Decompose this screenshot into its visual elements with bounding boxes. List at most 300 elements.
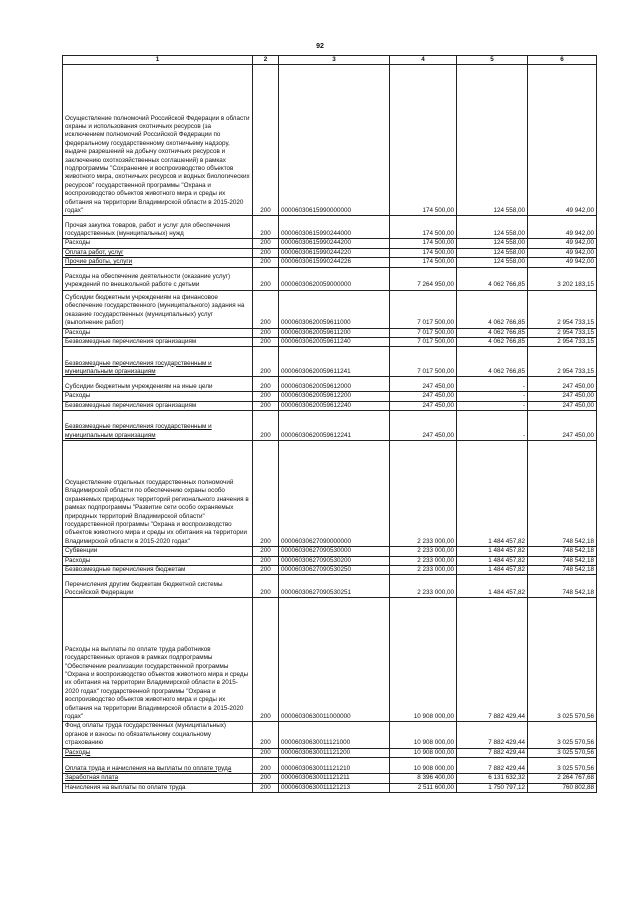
row-executed-cell-text: 7 882 429,44 [488,748,525,756]
row-executed-cell-text: 1 750 797,12 [488,783,525,791]
row-name-cell [63,774,253,783]
row-remaining-cell-text: 247 450,00 [562,383,594,391]
row-kbk-cell-text: 00006030615990000000 [281,207,352,214]
table-row [63,722,597,748]
row-name-cell-text: Расходы [65,392,91,400]
row-code-cell-text: 200 [260,368,271,376]
row-kbk-cell [279,267,390,290]
table-row [63,258,597,267]
row-kbk-cell-text: 00006030620059000000 [281,281,352,289]
row-remaining-cell-text: 748 542,18 [562,589,594,597]
row-approved-cell [390,290,457,328]
row-kbk-cell-text: 00006030627090530251 [281,589,352,597]
header-cell: 6 [528,56,597,65]
row-code-cell [253,239,279,248]
row-executed-cell-text: 124 558,00 [493,207,525,214]
row-kbk-cell [279,216,390,239]
row-kbk-cell-text: 00006030615990244220 [281,248,352,256]
row-code-cell-text: 200 [260,537,271,545]
row-kbk-cell-text: 00006030620059611000 [281,319,351,327]
row-name-cell [63,441,253,547]
row-kbk-cell-text: 00006030620059612000 [281,383,352,391]
row-code-cell-text: 200 [260,258,271,266]
row-executed-cell [457,783,528,792]
row-name-cell [63,547,253,556]
table-row [63,598,597,722]
row-remaining-cell [528,347,597,377]
row-remaining-cell [528,758,597,774]
row-code-cell-text: 200 [260,774,271,782]
row-approved-cell-text: 247 450,00 [422,392,454,400]
row-name-cell-text: Безвозмездные перечисления организациям [65,338,197,346]
row-code-cell [253,347,279,377]
row-kbk-cell-text: 00006030620059611240 [281,338,351,346]
row-kbk-cell [279,547,390,556]
row-code-cell [253,411,279,441]
row-remaining-cell-text: 2 954 733,15 [557,319,594,327]
row-kbk-cell-text: 00006030615990244000 [281,230,352,237]
row-name-cell [63,783,253,792]
table-header-row [63,56,597,65]
row-code-cell [253,267,279,290]
row-code-cell-text: 200 [260,338,271,346]
row-remaining-cell-text: 247 450,00 [562,431,594,439]
row-kbk-cell-text: 00006030630011121211 [281,774,350,782]
row-executed-cell [457,547,528,556]
row-kbk-cell [279,441,390,547]
row-executed-cell-text: 7 882 429,44 [488,739,525,747]
row-approved-cell [390,258,457,267]
row-approved-cell [390,216,457,239]
row-approved-cell-text: 247 450,00 [422,401,454,409]
row-remaining-cell [528,774,597,783]
row-kbk-cell [279,328,390,337]
row-name-cell [63,267,253,290]
row-approved-cell [390,441,457,547]
row-kbk-cell-text: 00006030630011000000 [281,713,351,721]
row-approved-cell [390,248,457,257]
table-row [63,216,597,239]
row-executed-cell-text: 6 131 632,32 [488,774,525,782]
row-name-cell-text: Фонд оплаты труда государственных (муниципальных) органов и взносы по обязательному социальному страхованию [65,722,226,747]
row-executed-cell-text: - [522,383,525,391]
row-code-cell [253,258,279,267]
row-remaining-cell-text: 3 025 570,56 [557,713,594,721]
row-remaining-cell-text: 748 542,18 [562,547,594,555]
row-kbk-cell [279,774,390,783]
row-executed-cell [457,347,528,377]
row-kbk-cell-text: 00006030630011121210 [281,764,351,772]
row-approved-cell-text: 174 500,00 [422,230,454,237]
row-kbk-cell [279,239,390,248]
row-remaining-cell [528,783,597,792]
row-remaining-cell [528,258,597,267]
row-executed-cell [457,758,528,774]
table-row [63,392,597,401]
row-name-cell-text: Субвенции [65,547,98,555]
row-approved-cell [390,347,457,377]
row-name-cell [63,598,253,722]
row-executed-cell [457,575,528,598]
row-code-cell [253,774,279,783]
row-approved-cell [390,598,457,722]
row-remaining-cell-text: 2 954 733,15 [557,338,594,346]
row-code-cell-text: 200 [260,739,271,747]
row-name-cell-text: Оплата труда и начисления на выплаты по оплате труда [65,764,232,772]
row-name-cell-text: Прочая закупка товаров, работ и услуг для обеспечения государственных (муниципальных) нужд [65,221,231,237]
row-kbk-cell-text: 00006030620059611200 [281,328,351,336]
header-cell: 2 [253,56,279,65]
table-row [63,566,597,575]
table-row [63,239,597,248]
table-row [63,347,597,377]
table-row [63,290,597,328]
row-executed-cell [457,267,528,290]
row-executed-cell-text: 1 484 457,82 [488,556,525,564]
header-cell: 5 [457,56,528,65]
row-remaining-cell [528,575,597,598]
row-approved-cell [390,239,457,248]
row-name-cell-text: Перечисления другим бюджетам бюджетной системы Российской Федерации [65,580,223,597]
table-row [63,575,597,598]
row-kbk-cell [279,377,390,392]
row-kbk-cell-text: 00006030620059611241 [281,368,351,376]
row-remaining-cell [528,441,597,547]
row-kbk-cell-text: 00006030615990244200 [281,239,352,247]
row-remaining-cell-text: 748 542,18 [562,556,594,564]
row-code-cell [253,65,279,216]
row-code-cell-text: 200 [260,783,271,791]
row-remaining-cell-text: 49 942,00 [565,258,594,266]
row-executed-cell-text: 4 062 766,85 [488,328,525,336]
row-name-cell-text: Безвозмездные перечисления организациям [65,401,197,409]
row-remaining-cell [528,248,597,257]
row-approved-cell [390,65,457,216]
row-remaining-cell-text: 3 025 570,56 [557,764,594,772]
row-kbk-cell [279,575,390,598]
row-code-cell [253,328,279,337]
row-kbk-cell-text: 00006030630011121000 [281,739,351,747]
row-remaining-cell [528,401,597,410]
table-row [63,748,597,757]
row-executed-cell-text: 124 558,00 [493,258,525,266]
row-name-cell-text: Расходы [65,239,91,247]
row-remaining-cell-text: 49 942,00 [565,207,594,214]
row-code-cell [253,377,279,392]
row-code-cell [253,290,279,328]
header-cell: 4 [390,56,457,65]
row-executed-cell [457,248,528,257]
row-remaining-cell-text: 49 942,00 [565,239,594,247]
row-remaining-cell-text: 748 542,18 [562,537,594,545]
row-approved-cell [390,338,457,347]
table-row [63,338,597,347]
table-row [63,547,597,556]
row-executed-cell-text: - [522,392,525,400]
row-remaining-cell [528,239,597,248]
row-approved-cell-text: 7 017 500,00 [417,328,454,336]
row-kbk-cell-text: 00006030630011121200 [281,748,351,756]
row-name-cell-text: Субсидии бюджетным учреждениям на иные цели [65,383,213,391]
row-approved-cell-text: 174 500,00 [422,258,454,266]
row-executed-cell-text: - [522,401,525,409]
row-remaining-cell [528,338,597,347]
row-executed-cell-text: 1 484 457,82 [488,547,525,555]
row-approved-cell-text: 2 233 000,00 [417,589,454,597]
row-executed-cell-text: 7 882 429,44 [488,713,525,721]
row-code-cell [253,556,279,565]
table-row [63,377,597,392]
row-approved-cell [390,566,457,575]
row-remaining-cell [528,267,597,290]
row-remaining-cell [528,65,597,216]
table-row [63,267,597,290]
row-kbk-cell [279,722,390,748]
row-code-cell [253,575,279,598]
row-kbk-cell-text: 00006030620059612241 [281,431,352,439]
row-approved-cell-text: 10 908 000,00 [413,764,454,772]
table-row [63,758,597,774]
row-remaining-cell-text: 2 954 733,15 [557,328,594,336]
row-executed-cell [457,556,528,565]
table-row [63,65,597,216]
row-executed-cell-text: 1 484 457,82 [488,566,525,574]
row-executed-cell-text: - [522,431,525,439]
row-name-cell [63,328,253,337]
row-code-cell-text: 200 [260,748,271,756]
row-approved-cell-text: 10 908 000,00 [413,739,454,747]
row-remaining-cell-text: 2 954 733,15 [557,368,594,376]
row-kbk-cell [279,411,390,441]
row-name-cell [63,411,253,441]
row-approved-cell [390,392,457,401]
row-approved-cell-text: 174 500,00 [422,248,454,256]
row-executed-cell [457,377,528,392]
row-code-cell-text: 200 [260,248,271,256]
row-executed-cell-text: 4 062 766,85 [488,338,525,346]
row-remaining-cell [528,748,597,757]
row-kbk-cell [279,598,390,722]
row-remaining-cell-text: 247 450,00 [562,401,594,409]
row-executed-cell-text: 124 558,00 [493,230,525,237]
row-executed-cell [457,411,528,441]
row-kbk-cell-text: 00006030627090000000 [281,537,352,545]
row-name-cell-text: Субсидии бюджетным учреждениям на финансовое обеспечение государственного (муниципального) задания на оказание государственных (муниципальных) услуг (выполнение работ) [65,294,245,327]
budget-table [62,55,597,793]
row-kbk-cell [279,258,390,267]
row-kbk-cell-text: 00006030627090530200 [281,556,352,564]
row-kbk-cell [279,556,390,565]
row-executed-cell [457,328,528,337]
row-kbk-cell-text: 00006030630011121213 [281,783,351,791]
page-number: 92 [316,43,324,50]
row-remaining-cell-text: 2 264 767,68 [557,774,594,782]
row-executed-cell [457,598,528,722]
row-kbk-cell-text: 00006030615990244226 [281,258,352,266]
row-approved-cell [390,401,457,410]
row-remaining-cell [528,290,597,328]
row-code-cell [253,566,279,575]
row-name-cell-text: Прочие работы, услуги [65,258,133,266]
row-kbk-cell [279,566,390,575]
row-code-cell-text: 200 [260,713,271,721]
row-code-cell [253,598,279,722]
row-code-cell [253,338,279,347]
table-row [63,248,597,257]
row-kbk-cell-text: 00006030620059612200 [281,392,352,400]
row-name-cell [63,347,253,377]
row-remaining-cell [528,598,597,722]
row-code-cell-text: 200 [260,547,271,555]
row-remaining-cell-text: 49 942,00 [565,248,594,256]
row-kbk-cell-text: 00006030627090530250 [281,566,352,574]
row-code-cell-text: 200 [260,319,271,327]
row-approved-cell [390,783,457,792]
row-kbk-cell [279,290,390,328]
row-name-cell [63,216,253,239]
row-executed-cell-text: 7 882 429,44 [488,764,525,772]
row-executed-cell [457,216,528,239]
row-executed-cell [457,290,528,328]
row-code-cell-text: 200 [260,239,271,247]
table-row [63,411,597,441]
row-name-cell-text: Безвозмездные перечисления бюджетам [65,566,186,574]
row-code-cell-text: 200 [260,431,271,439]
row-name-cell-text: Безвозмездные перечисления государственным и муниципальным организациям [65,359,212,376]
table-row [63,783,597,792]
row-kbk-cell [279,392,390,401]
row-kbk-cell [279,347,390,377]
header-cell: 3 [279,56,390,65]
row-kbk-cell [279,783,390,792]
row-name-cell [63,401,253,410]
row-code-cell [253,401,279,410]
row-code-cell-text: 200 [260,401,271,409]
row-name-cell [63,258,253,267]
row-approved-cell-text: 174 500,00 [422,239,454,247]
row-approved-cell-text: 2 233 000,00 [417,537,454,545]
row-code-cell-text: 200 [260,383,271,391]
row-name-cell-text: Расходы [65,556,91,564]
row-code-cell-text: 200 [260,281,271,289]
row-kbk-cell [279,401,390,410]
table-row [63,441,597,547]
row-approved-cell-text: 7 264 950,00 [417,281,454,289]
row-executed-cell [457,566,528,575]
row-name-cell [63,338,253,347]
row-approved-cell [390,377,457,392]
table-row [63,401,597,410]
row-kbk-cell [279,248,390,257]
row-approved-cell-text: 10 908 000,00 [413,713,454,721]
row-code-cell [253,248,279,257]
row-code-cell [253,392,279,401]
row-name-cell [63,392,253,401]
row-remaining-cell-text: 247 450,00 [562,392,594,400]
row-remaining-cell [528,566,597,575]
row-executed-cell-text: 1 484 457,82 [488,589,525,597]
row-approved-cell [390,556,457,565]
row-code-cell [253,758,279,774]
row-approved-cell-text: 7 017 500,00 [417,368,454,376]
row-remaining-cell-text: 49 942,00 [565,230,594,237]
row-executed-cell [457,392,528,401]
row-executed-cell [457,65,528,216]
row-executed-cell [457,748,528,757]
row-approved-cell-text: 8 396 400,00 [417,774,454,782]
row-executed-cell-text: 1 484 457,82 [488,537,525,545]
row-kbk-cell-text: 00006030620059612240 [281,401,352,409]
row-name-cell [63,722,253,748]
row-code-cell-text: 200 [260,230,271,237]
row-kbk-cell [279,748,390,757]
row-approved-cell-text: 247 450,00 [422,431,454,439]
row-remaining-cell [528,722,597,748]
row-name-cell-text: Расходы [65,748,91,756]
row-name-cell-text: Расходы на обеспечение деятельности (оказание услуг) учреждений по внешкольной работе с детьми [65,272,231,289]
row-remaining-cell [528,411,597,441]
row-name-cell-text: Заработная плата [65,774,119,782]
row-executed-cell [457,338,528,347]
row-remaining-cell [528,547,597,556]
row-approved-cell-text: 7 017 500,00 [417,338,454,346]
row-approved-cell-text: 174 500,00 [422,207,454,214]
row-code-cell-text: 200 [260,566,271,574]
row-kbk-cell [279,758,390,774]
row-name-cell-text: Безвозмездные перечисления государственным и муниципальным организациям [65,423,212,439]
row-name-cell-text: Расходы [65,328,91,336]
row-executed-cell [457,441,528,547]
row-code-cell-text: 200 [260,392,271,400]
row-name-cell-text: Осуществление отдельных государственных полномочий Владимирской области по обеспечению охраны особо охраняемых природных территорий регионального значения в рамках подпрограммы "Развитие сети особо охраняемых природных территорий Владимирской области" государственной программы "Охрана и воспроизводство объектов животного мира и среды их обитания на территории Владимирской области в 2015-2020 годах" [65,479,249,545]
row-executed-cell [457,239,528,248]
row-remaining-cell [528,556,597,565]
row-approved-cell [390,547,457,556]
row-remaining-cell [528,392,597,401]
row-name-cell [63,377,253,392]
row-approved-cell-text: 2 233 000,00 [417,566,454,574]
row-name-cell [63,575,253,598]
row-executed-cell-text: 4 062 766,85 [488,368,525,376]
row-executed-cell [457,774,528,783]
row-name-cell [63,556,253,565]
row-code-cell-text: 200 [260,556,271,564]
table-row [63,774,597,783]
row-remaining-cell-text: 3 025 570,56 [557,748,594,756]
row-name-cell [63,65,253,216]
row-kbk-cell-text: 00006030627090530000 [281,547,352,555]
row-name-cell [63,290,253,328]
row-approved-cell [390,748,457,757]
row-approved-cell-text: 7 017 500,00 [417,319,454,327]
table-row [63,556,597,565]
row-name-cell-text: Оплата работ, услуг [65,248,124,256]
row-code-cell-text: 200 [260,589,271,597]
row-code-cell [253,441,279,547]
row-executed-cell-text: 124 558,00 [493,239,525,247]
row-approved-cell [390,722,457,748]
row-approved-cell-text: 247 450,00 [422,383,454,391]
row-code-cell [253,783,279,792]
row-name-cell [63,239,253,248]
row-remaining-cell-text: 760 802,88 [562,783,594,791]
row-kbk-cell [279,65,390,216]
row-executed-cell-text: 124 558,00 [493,248,525,256]
row-approved-cell-text: 2 233 000,00 [417,547,454,555]
row-approved-cell [390,575,457,598]
row-approved-cell-text: 10 908 000,00 [413,748,454,756]
row-remaining-cell [528,328,597,337]
